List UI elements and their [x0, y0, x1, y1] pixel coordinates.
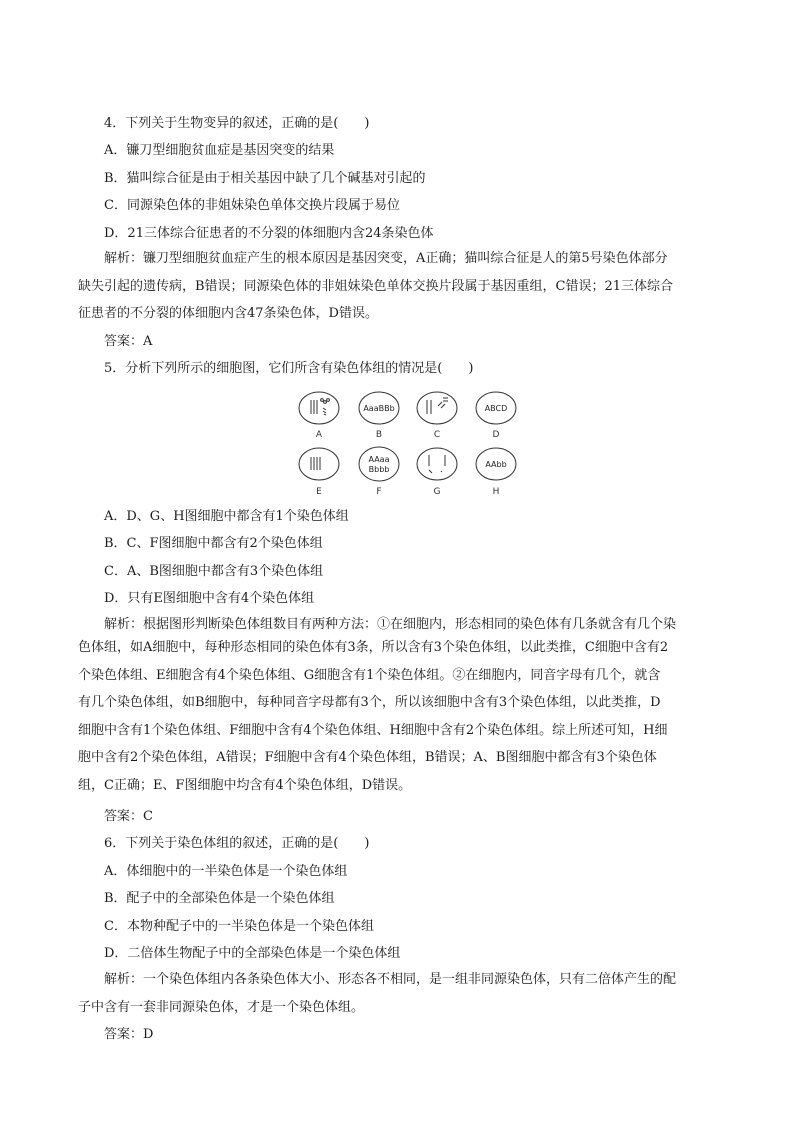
q6-stem: 6．下列关于染色体组的叙述，正确的是( ): [104, 836, 370, 851]
q6-option-d: D．二倍体生物配子中的全部染色体是一个染色体组: [104, 946, 401, 961]
cell-d: [476, 392, 516, 440]
q4-option-d: D．21三体综合征患者的不分裂的体细胞内含24条染色体: [104, 226, 434, 241]
q5-option-a: A．D、G、H图细胞中都含有1个染色体组: [104, 509, 349, 524]
q4-option-a: A．镰刀型细胞贫血症是基因突变的结果: [104, 143, 335, 158]
q5-analysis-line: 色体组，如A细胞中，每种形态相同的染色体有3条，所以含有3个染色体组，以此类推，C细胞中含有2: [78, 640, 669, 655]
q5-analysis-line: 有几个染色体组，如B细胞中，每种同音字母都有3个，所以该细胞中含有3个染色体组，以此类推，D: [78, 695, 661, 711]
cell-b: [359, 392, 399, 440]
q4-option-b: B．猫叫综合征是由于相关基因中缺了几个碱基对引起的: [104, 171, 426, 186]
cell-c-label: C: [433, 430, 441, 440]
cell-d-label: D: [492, 430, 500, 440]
q5-analysis-line: 细胞中含有1个染色体组、F细胞中含有4个染色体组、H细胞中含有2个染色体组。综上所述可知，H细: [78, 722, 668, 738]
q4-option-c: C．同源染色体的非姐妹染色单体交换片段属于易位: [104, 198, 400, 213]
cell-a-label: A: [315, 430, 323, 440]
q5-option-b: B．C、F图细胞中都含有2个染色体组: [104, 536, 323, 551]
q6-analysis-first: 解析：一个染色体组内各条染色体大小、形态各不相同，是一组非同源染色体，只有二倍体产生的配: [104, 972, 677, 987]
q5-option-c: C．A、B图细胞中都含有3个染色体组: [104, 564, 324, 579]
cell-f-content-1: AAaa: [368, 455, 390, 464]
cell-e: [299, 448, 339, 497]
cell-h: [476, 448, 516, 497]
q5-analysis-first: 解析：根据图形判断染色体组数目有两种方法：①在细胞内，形态相同的染色体有几条就含有几个染: [104, 617, 677, 632]
q4-analysis-line-3: 征患者的不分裂的体细胞内含47条染色体，D错误。: [78, 306, 378, 321]
cell-h-content: AAbb: [485, 460, 507, 469]
cell-g-label: G: [433, 487, 441, 497]
q5-analysis-line: 个染色体组、E细胞含有4个染色体组、G细胞含有1个染色体组。②在细胞内，同音字母有几个，就含: [78, 667, 661, 683]
cell-b-content: AaaBBb: [363, 404, 395, 413]
q6-option-b: B．配子中的全部染色体是一个染色体组: [104, 891, 335, 906]
q4-stem: 4．下列关于生物变异的叙述，正确的是( ): [104, 116, 370, 131]
q4-answer: 答案：A: [104, 334, 153, 349]
q6-answer: 答案：D: [104, 1027, 154, 1042]
q6-analysis-line: 子中含有一套非同源染色体，才是一个染色体组。: [78, 1000, 365, 1015]
q6-option-a: A．体细胞中的一半染色体是一个染色体组: [104, 864, 348, 879]
cell-f: [359, 447, 399, 497]
cell-b-label: B: [375, 430, 383, 440]
cell-diagram: [296, 388, 526, 500]
q5-analysis-line: 组，C正确；E、F图细胞中均含有4个染色体组，D错误。: [78, 777, 412, 793]
cell-d-content: ABCD: [484, 404, 508, 413]
q5-analysis-line: 胞中含有2个染色体组，A错误；F细胞中含有4个染色体组，B错误；A、B图细胞中都含有3个染色体: [78, 750, 657, 766]
cell-c: [417, 392, 457, 440]
q4-analysis-line-2: 缺失引起的遗传病，B错误；同源染色体的非姐妹染色单体交换片段属于基因重组，C错误；21三体综合: [78, 279, 674, 294]
q5-option-d: D．只有E图细胞中含有4个染色体组: [104, 591, 315, 606]
cell-a: [299, 392, 339, 440]
q5-answer: 答案：C: [104, 809, 153, 824]
q4-analysis-line-1: 解析：镰刀型细胞贫血症产生的根本原因是基因突变，A正确；猫叫综合征是人的第5号染色体部分: [104, 251, 668, 266]
cell-f-label: F: [376, 487, 382, 497]
q6-option-c: C．本物种配子中的一半染色体是一个染色体组: [104, 919, 374, 934]
q5-stem: 5．分析下列所示的细胞图，它们所含有染色体组的情况是( ): [104, 361, 474, 376]
cell-e-label: E: [316, 487, 322, 497]
q5-analysis-body: [78, 634, 724, 800]
cell-f-content-2: Bbbb: [368, 465, 390, 474]
cell-g: [417, 448, 457, 497]
cell-h-label: H: [492, 487, 500, 497]
